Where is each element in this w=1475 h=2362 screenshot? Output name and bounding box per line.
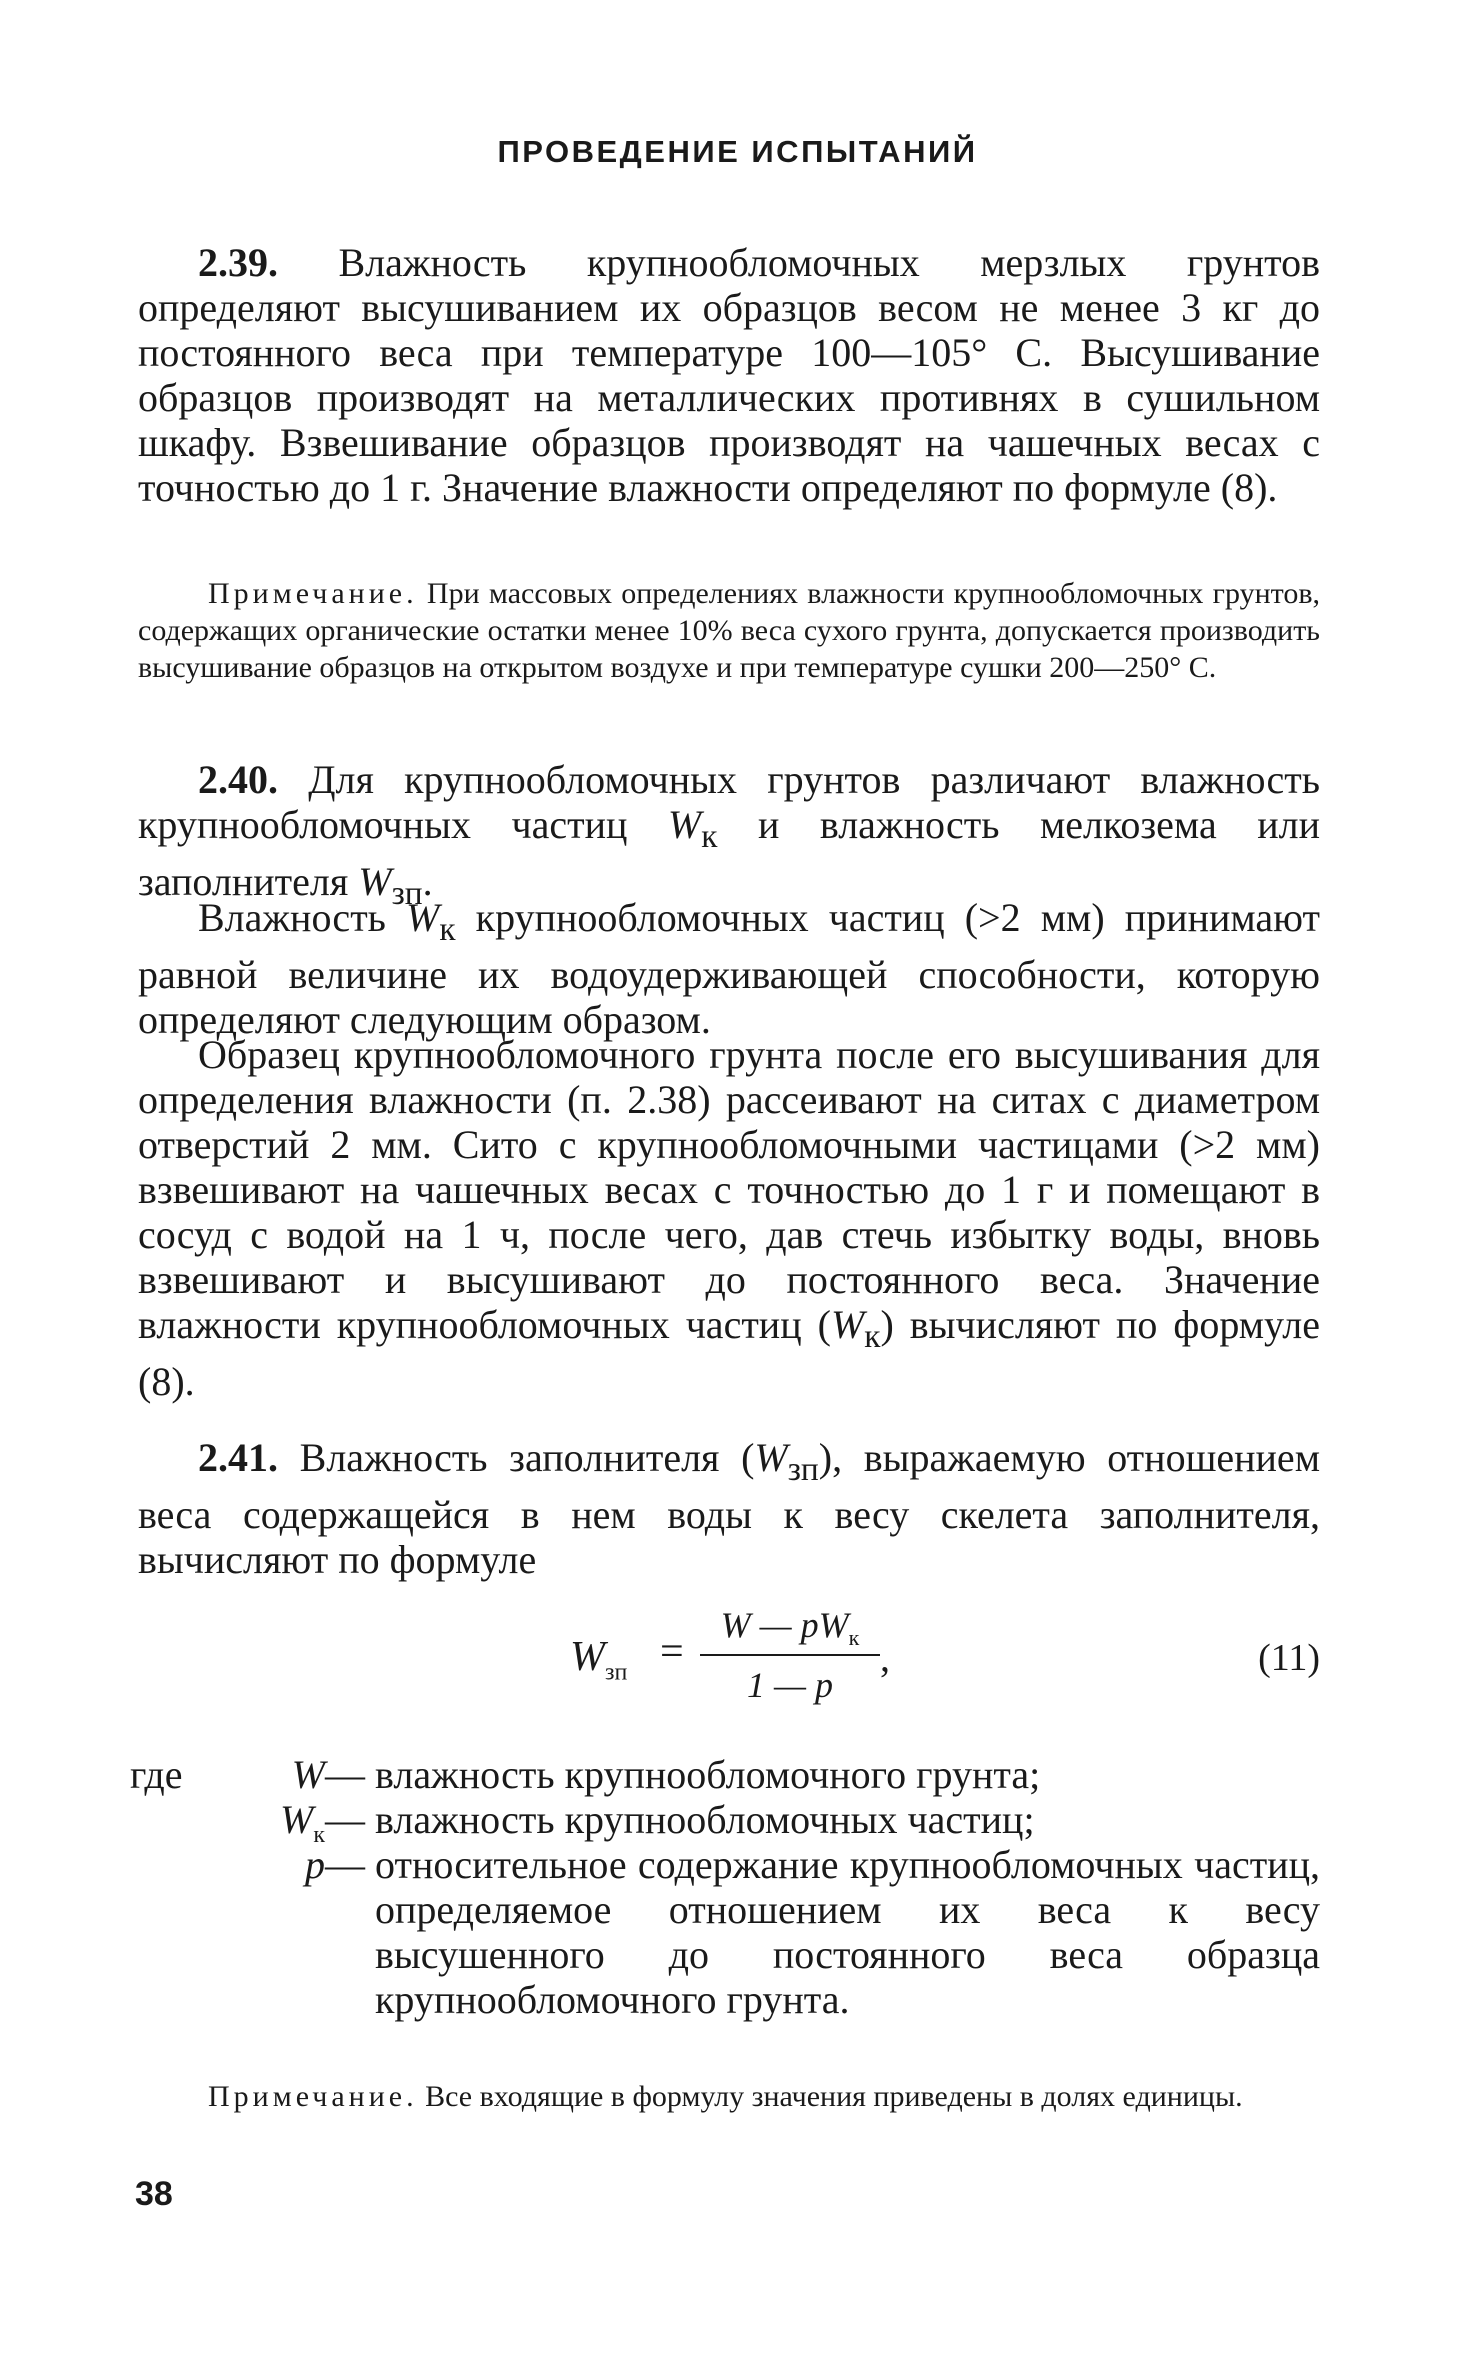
subscript: к — [439, 911, 456, 948]
note-1 — [138, 575, 1320, 686]
symbol-w: W — [754, 1435, 788, 1480]
fraction-bar — [700, 1654, 880, 1656]
numerator-text: W — pW — [720, 1605, 849, 1645]
paragraph-text: Для крупнообломочных грунтов различают влажность крупнообломочных частиц — [138, 757, 1321, 847]
paragraph-2-40-b — [138, 895, 1320, 1042]
dash: — — [325, 1752, 365, 1797]
symbol-subscript: к — [313, 1822, 325, 1848]
paragraph-text: Влажность заполнителя ( — [299, 1435, 755, 1480]
symbol-w: W — [667, 802, 702, 847]
where-description: относительное содержание крупнообломочных частиц, определяемое отношением их веса к весу высушенного до постоянного веса образца крупнообломочного грунта. — [375, 1842, 1320, 2022]
section-heading: ПРОВЕДЕНИЕ ИСПЫТАНИЙ — [497, 134, 978, 169]
paragraph-text: Образец крупнообломочного грунта после его высушивания для определения влажности (п. 2.38) рассеивают на ситах с диаметром отверстий 2 мм. Сито с крупнообломочными частицами (>2 мм) взвешивают на чашечных весах с точностью до 1 г и помещают в сосуд с водой на 1 ч, после чего, дав стечь избытку воды, вновь взвешивают и высушивают до постоянного веса. Значение влажности крупнообломочных частиц ( — [138, 1032, 1320, 1347]
subscript: к — [864, 1318, 881, 1355]
symbol-w: W — [358, 859, 392, 904]
formula-lhs — [570, 1633, 627, 1686]
clause-number: 2.41. — [198, 1435, 278, 1480]
symbol-text: W — [280, 1797, 314, 1842]
where-symbol — [220, 1842, 365, 1887]
note-text: При массовых определениях влажности крупнообломочных грунтов, содержащих органические остатки менее 10% веса сухого грунта, допускается производить высушивание образцов на открытом воздухе и при температуре сушки 200—250° С. — [138, 577, 1321, 684]
subscript: зп — [787, 1451, 819, 1488]
symbol-w: W — [406, 895, 440, 940]
formula-number: (11) — [1258, 1637, 1320, 1679]
page-number: 38 — [135, 2175, 173, 2213]
note-label: Примечание. — [208, 577, 418, 610]
denominator-text: 1 — p — [746, 1665, 833, 1705]
formula-lhs-symbol: W — [570, 1634, 605, 1680]
paragraph-text: ) вычисляют по формуле (8). — [138, 1302, 1320, 1404]
where-lead: где — [130, 1752, 183, 1797]
paragraph-2-40-c — [138, 1032, 1320, 1404]
paragraph-text: Влажность — [198, 895, 386, 940]
paragraph-text: и влажность мелкозема или заполнителя — [138, 802, 1321, 904]
paragraph-2-40 — [138, 757, 1320, 916]
where-description: влажность крупнообломочного грунта; — [375, 1752, 1041, 1797]
formula-denominator — [700, 1664, 880, 1706]
paragraph-2-41 — [138, 1435, 1320, 1582]
symbol-w: W — [830, 1302, 865, 1347]
paragraph-text: крупнообломочных частиц (>2 мм) принимают равной величине их водоудерживающей способности, которую определяют следующим образом. — [138, 895, 1321, 1042]
clause-number: 2.40. — [198, 757, 278, 802]
clause-number: 2.39. — [198, 240, 278, 285]
subscript: к — [701, 818, 718, 855]
dash: — — [325, 1842, 365, 1887]
symbol-text: W — [291, 1752, 325, 1797]
formula-11 — [560, 1600, 1320, 1720]
dash: — — [325, 1797, 365, 1842]
subscript: зп — [391, 875, 423, 912]
punctuation: . — [422, 859, 433, 904]
paragraph-text: Влажность крупнообломочных мерзлых грунтов определяют высушиванием их образцов весом не менее 3 кг до постоянного веса при температуре 100—105° С. Высушивание образцов производят на металлических противнях в сушильном шкафу. Взвешивание образцов производят на чашечных весах с точностью до 1 г. Значение влажности определяют по формуле (8). — [138, 240, 1320, 510]
symbol-text: p — [305, 1842, 325, 1887]
paragraph-text: ), выражаемую отношением веса содержащейся в нем воды к весу скелета заполнителя, вычисляют по формуле — [138, 1435, 1321, 1582]
note-2 — [138, 2078, 1320, 2115]
formula-numerator — [700, 1604, 880, 1651]
note-label: Примечание. — [208, 2080, 418, 2113]
numerator-subscript: к — [848, 1625, 860, 1651]
paragraph-2-39 — [138, 240, 1320, 510]
formula-comma: , — [880, 1635, 890, 1680]
where-description: влажность крупнообломочных частиц; — [375, 1797, 1035, 1842]
where-symbol — [220, 1752, 365, 1797]
note-text: Все входящие в формулу значения приведены в долях единицы. — [425, 2080, 1243, 2113]
formula-lhs-subscript: зп — [605, 1659, 628, 1686]
formula-equals: = — [660, 1629, 684, 1675]
